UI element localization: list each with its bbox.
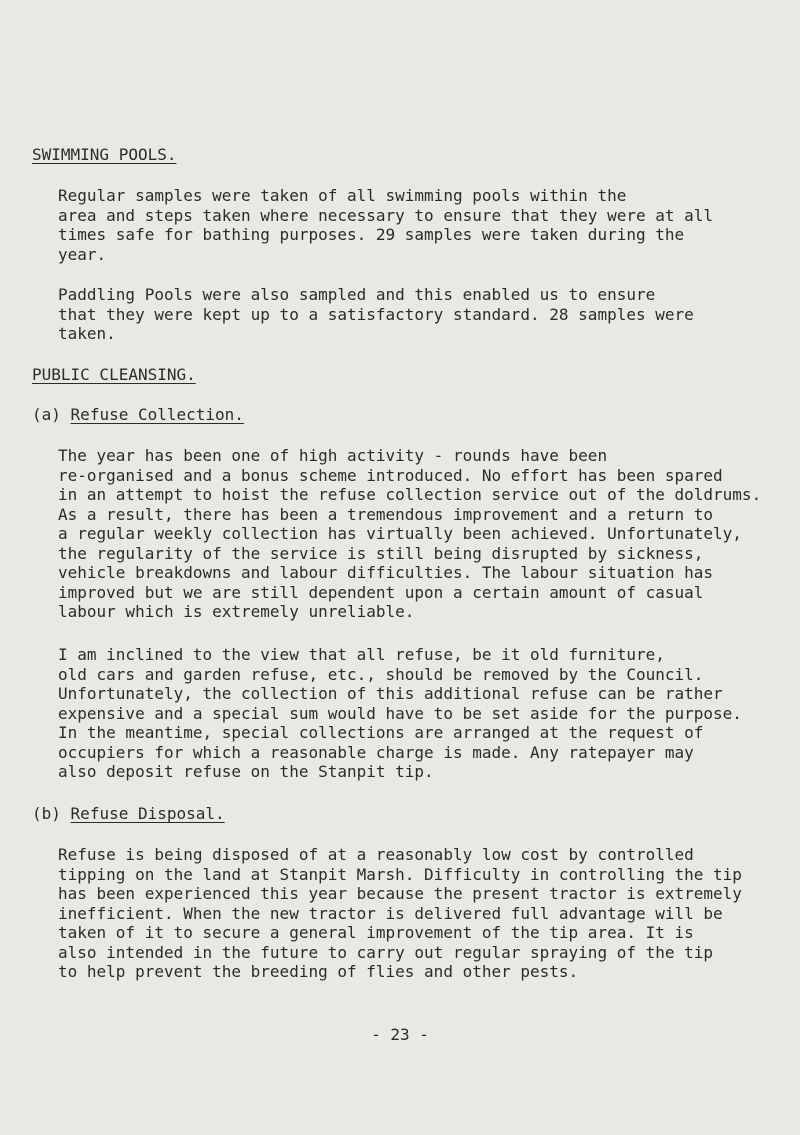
text-line: times safe for bathing purposes. 29 samples were taken during the [58, 225, 685, 244]
public-cleansing-heading: PUBLIC CLEANSING. [32, 365, 196, 384]
refuse-disposal-heading [32, 804, 225, 824]
section-title: Refuse Collection. [70, 405, 244, 424]
text-line: improved but we are still dependent upon a certain amount of casual [58, 582, 704, 602]
text-line: Refuse is being disposed of at a reasonably low cost by controlled [58, 845, 694, 864]
text-line: also intended in the future to carry out regular spraying of the tip [58, 942, 714, 962]
text-line: expensive and a special sum would have to be set aside for the purpose. [58, 703, 742, 723]
refuse-collection-heading [32, 405, 244, 425]
swimming-pools-heading: SWIMMING POOLS. [32, 145, 177, 164]
text-line: vehicle breakdowns and labour difficulties. The labour situation has [58, 563, 714, 582]
text-line: area and steps taken where necessary to ensure that they were at all [58, 205, 714, 225]
text-line: inefficient. When the new tractor is delivered full advantage will be [58, 903, 723, 923]
text-line: In the meantime, special collections are arranged at the request of [58, 723, 704, 742]
text-line: As a result, there has been a tremendous improvement and a return to [58, 504, 714, 524]
section-label: (b) [32, 804, 61, 823]
text-line: re-organised and a bonus scheme introduced. No effort has been spared [58, 465, 723, 485]
text-line: Paddling Pools were also sampled and this enabled us to ensure [58, 285, 656, 304]
swimming-pools-paragraph-2 [58, 285, 798, 344]
refuse-collection-paragraph-1 [58, 446, 798, 622]
text-line: also deposit refuse on the Stanpit tip. [58, 762, 434, 781]
text-line: labour which is extremely unreliable. [58, 602, 415, 621]
text-line: tipping on the land at Stanpit Marsh. Difficulty in controlling the tip [58, 864, 742, 884]
page-number: - 23 - [371, 1025, 429, 1044]
section-title: Refuse Disposal. [70, 804, 225, 823]
text-line: the regularity of the service is still being disrupted by sickness, [58, 543, 704, 563]
swimming-pools-paragraph-1 [58, 186, 798, 264]
text-line: that they were kept up to a satisfactory standard. 28 samples were [58, 304, 694, 324]
text-line: has been experienced this year because the present tractor is extremely [58, 884, 742, 903]
text-line: old cars and garden refuse, etc., should be removed by the Council. [58, 664, 704, 684]
refuse-collection-paragraph-2 [58, 645, 798, 782]
text-line: taken of it to secure a general improvement of the tip area. It is [58, 923, 694, 942]
text-line: taken. [58, 324, 116, 343]
text-line: to help prevent the breeding of flies and other pests. [58, 962, 579, 981]
text-line: in an attempt to hoist the refuse collection service out of the doldrums. [58, 485, 762, 504]
section-label: (a) [32, 405, 61, 424]
text-line: Unfortunately, the collection of this additional refuse can be rather [58, 684, 723, 703]
text-line: I am inclined to the view that all refuse, be it old furniture, [58, 645, 665, 664]
text-line: year. [58, 244, 107, 264]
text-line: The year has been one of high activity - rounds have been [58, 446, 608, 465]
text-line: Regular samples were taken of all swimming pools within the [58, 186, 627, 205]
text-line: a regular weekly collection has virtually been achieved. Unfortunately, [58, 524, 742, 543]
refuse-disposal-paragraph-1 [58, 845, 798, 982]
text-line: occupiers for which a reasonable charge is made. Any ratepayer may [58, 742, 694, 762]
